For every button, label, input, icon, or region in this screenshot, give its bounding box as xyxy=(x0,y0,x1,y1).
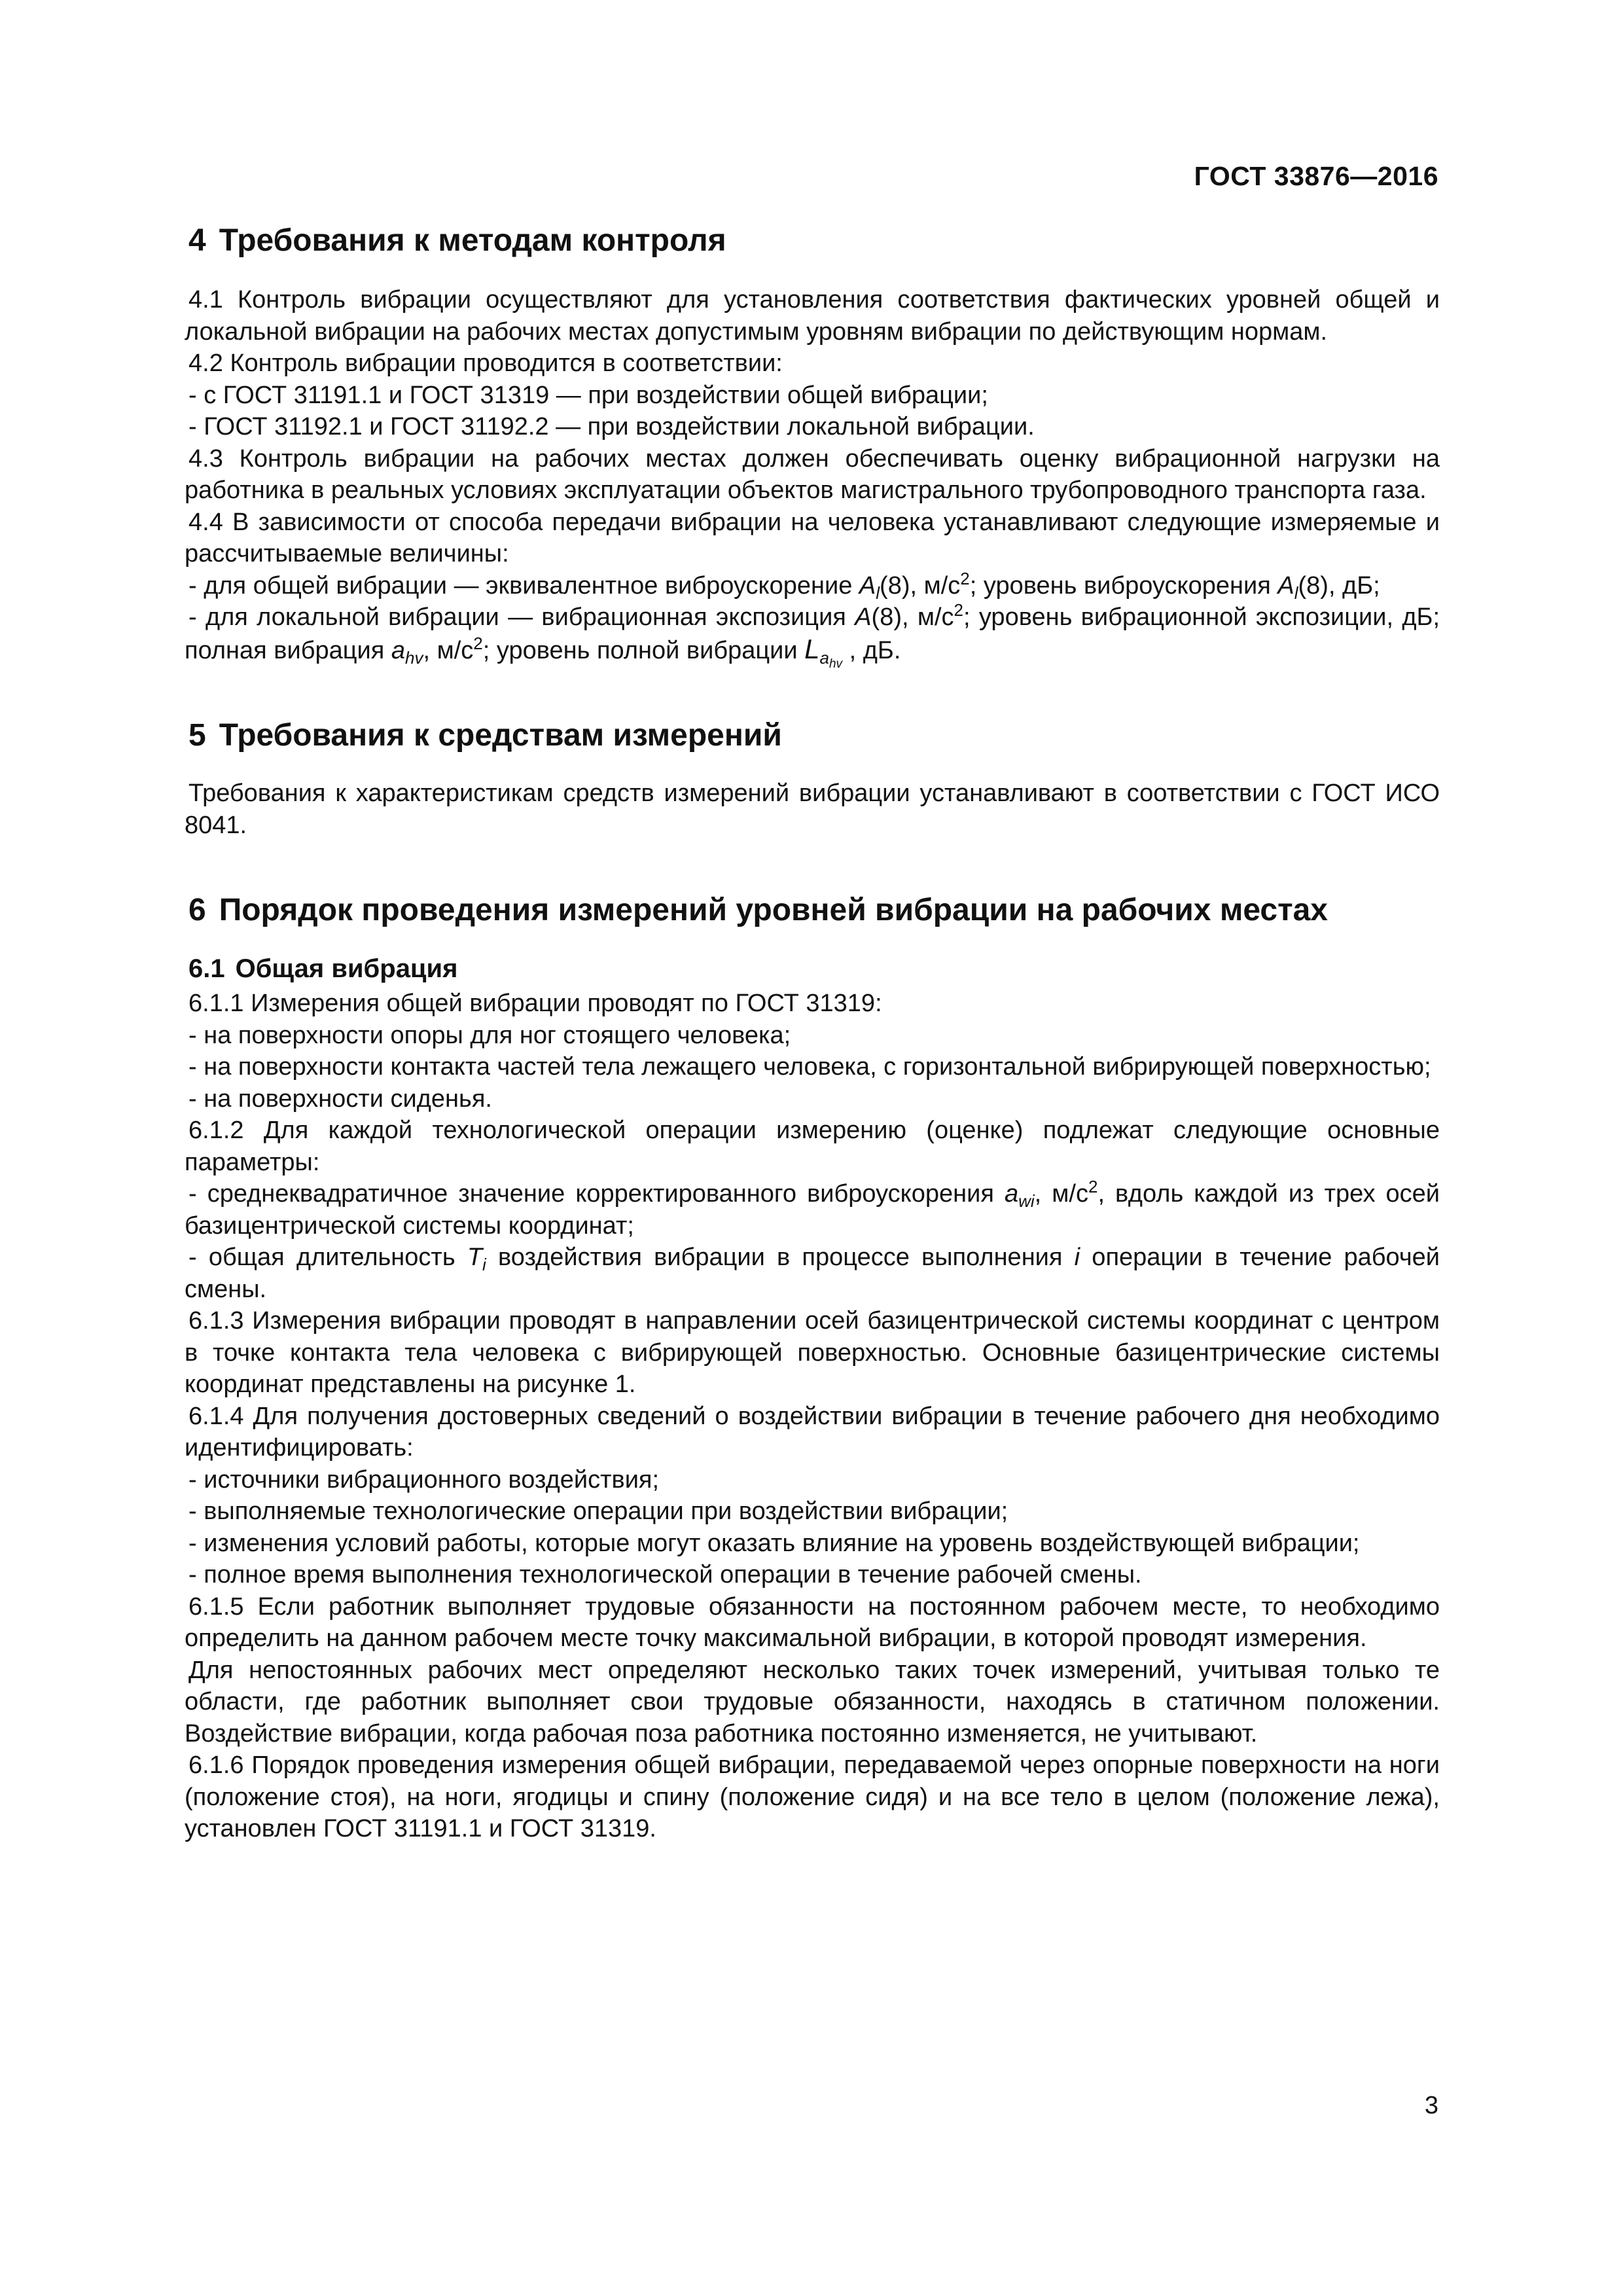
subsection-title: Общая вибрация xyxy=(235,954,458,983)
page-content xyxy=(185,221,1440,1845)
paragraph-4-3: 4.3 Контроль вибрации на рабочих местах должен обеспечивать оценку вибрационной нагрузки на работника в реальных условиях эксплуатации объектов магистрального трубопроводного транспорта газа. xyxy=(185,444,1440,504)
subsection-number: 6.1 xyxy=(188,954,225,983)
list-item-rms-acceleration: - среднеквадратичное значение корректированного виброускорения $a_{wi}$, $м/с^2$, вдоль каждой из трех осей базицентрической системы координат; xyxy=(185,1177,1440,1240)
list-item: - полное время выполнения технологической операции в течение рабочей смены. xyxy=(188,1561,1142,1588)
section-title: Требования к средствам измерений xyxy=(219,718,782,753)
standard-designation: ГОСТ 33876—2016 xyxy=(1194,161,1438,191)
list-item: - на поверхности опоры для ног стоящего человека; xyxy=(188,1021,791,1049)
section-5-heading xyxy=(185,716,1440,755)
paragraph-4-1: 4.1 Контроль вибрации осуществляют для установления соответствия фактических уровней общей и локальной вибрации на рабочих местах допустимым уровням вибрации по действующим нормам. xyxy=(185,286,1440,346)
subsection-6-1-heading xyxy=(185,952,1440,985)
paragraph-6-1-6: 6.1.6 Порядок проведения измерения общей вибрации, передаваемой через опорные поверхности на ноги (положение стоя), на ноги, ягодицы и спину (положение сидя) и на все тело в целом (положение лежа), установлен ГОСТ 31191.1 и ГОСТ 31319. xyxy=(185,1751,1440,1842)
paragraph-6-1-5-continued: Для непостоянных рабочих мест определяют несколько таких точек измерений, учитывая только те области, где работник выполняет свои трудовые обязанности, находясь в статичном положении. Воздействие вибрации, когда рабочая поза работника постоянно изменяется, не учитывают. xyxy=(185,1656,1440,1748)
list-item-local-vibration: - для локальной вибрации — вибрационная экспозиция A(8), $м/с^2$; уровень вибрационной экспозиции, дБ; полная вибрация $a_{hv}$, $м/с^2$; уровень полной вибрации $L_{a_{hv}}$ , дБ. xyxy=(185,600,1440,671)
paragraph-6-1-2: 6.1.2 Для каждой технологической операции измерению (оценке) подлежат следующие основные параметры: xyxy=(185,1117,1440,1176)
list-item-general-vibration: - для общей вибрации — эквивалентное виброускорение $A_l(8)$, $м/с^2$; уровень виброускорения $A_l(8)$, дБ; xyxy=(188,568,1380,603)
section-title: Порядок проведения измерений уровней вибрации на рабочих местах xyxy=(219,893,1328,927)
section-number: 5 xyxy=(188,718,206,753)
paragraph-4-2: 4.2 Контроль вибрации проводится в соответствии: xyxy=(188,350,783,377)
section-6-heading xyxy=(185,891,1440,930)
section-title: Требования к методам контроля xyxy=(219,223,726,258)
paragraph-6-1-1: 6.1.1 Измерения общей вибрации проводят по ГОСТ 31319: xyxy=(188,990,882,1017)
list-item: - изменения условий работы, которые могут оказать влияние на уровень воздействующей вибрации; xyxy=(188,1529,1360,1557)
section-number: 4 xyxy=(188,223,206,258)
list-item-total-duration: - общая длительность $T_i$ воздействия вибрации в процессе выполнения i операции в течение рабочей смены. xyxy=(185,1244,1440,1303)
paragraph-5: Требования к характеристикам средств измерений вибрации устанавливают в соответствии с ГОСТ ИСО 8041. xyxy=(185,780,1440,839)
paragraph-6-1-5: 6.1.5 Если работник выполняет трудовые обязанности на постоянном рабочем месте, то необходимо определить на данном рабочем месте точку максимальной вибрации, в которой проводят измерения. xyxy=(185,1592,1440,1652)
list-item: - выполняемые технологические операции при воздействии вибрации; xyxy=(188,1498,1008,1525)
page-number: 3 xyxy=(1424,2092,1438,2119)
list-item: - с ГОСТ 31191.1 и ГОСТ 31319 — при воздействии общей вибрации; xyxy=(188,381,988,409)
list-item: - ГОСТ 31192.1 и ГОСТ 31192.2 — при воздействии локальной вибрации. xyxy=(188,413,1035,440)
paragraph-6-1-4: 6.1.4 Для получения достоверных сведений о воздействии вибрации в течение рабочего дня необходимо идентифицировать: xyxy=(185,1402,1440,1462)
paragraph-6-1-3: 6.1.3 Измерения вибрации проводят в направлении осей базицентрической системы координат с центром в точке контакта тела человека с вибрирующей поверхностью. Основные базицентрические системы координат представлены на рисунке 1. xyxy=(185,1307,1440,1398)
list-item: - источники вибрационного воздействия; xyxy=(188,1465,660,1494)
list-item: - на поверхности сиденья. xyxy=(188,1085,492,1113)
section-number: 6 xyxy=(188,893,206,927)
list-item: - на поверхности контакта частей тела лежащего человека, с горизонтальной вибрирующей поверхностью; xyxy=(188,1053,1431,1081)
section-4-heading xyxy=(185,221,1440,260)
paragraph-4-4: 4.4 В зависимости от способа передачи вибрации на человека устанавливают следующие измеряемые и рассчитываемые величины: xyxy=(185,508,1440,567)
